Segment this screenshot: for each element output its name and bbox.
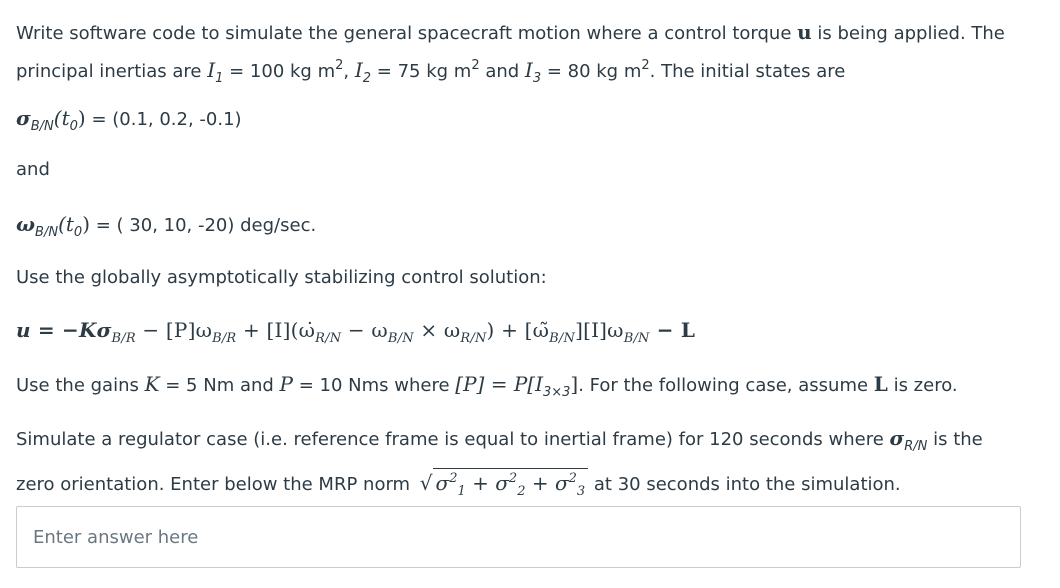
eq-part-8: − L <box>649 318 696 342</box>
s1-sub: 1 <box>457 484 466 499</box>
omega-sub: B/N <box>35 225 59 240</box>
P-sub: 3×3 <box>542 385 571 400</box>
eq-sub-4: B/N <box>387 331 414 346</box>
s2-sq: 2 <box>508 471 518 486</box>
eq-sub-5: R/N <box>460 331 487 346</box>
omega-t0-sub: 0 <box>73 225 83 240</box>
omega-initial <box>16 208 316 249</box>
sim-text-a: Simulate a regulator case (i.e. reference frame is equal to inertial frame) for 120 seconds where <box>16 429 890 450</box>
control-equation <box>16 314 695 355</box>
I1-sub: 1 <box>215 71 224 86</box>
gains-text-d: . For the following case, assume <box>578 375 874 396</box>
sigma-rn-sub: R/N <box>904 439 928 454</box>
omega-symbol: ω <box>16 212 36 236</box>
intro-text-c: . The initial states are <box>649 61 846 82</box>
P-symbol: P <box>279 372 294 396</box>
t0-close: ) <box>77 106 86 130</box>
eq-part-2: − [P]ω <box>135 318 213 342</box>
sigma-sub: B/N <box>30 119 54 134</box>
s1-sq: 2 <box>449 471 458 486</box>
intro-text-b: is being applied. The principal inertias are <box>16 23 1005 82</box>
eq-sub-7: B/N <box>623 331 650 346</box>
K-symbol: K <box>144 372 160 396</box>
eq-sub-2: B/R <box>212 331 237 346</box>
plus-2: + <box>525 471 555 495</box>
sigma-value: = (0.1, 0.2, -0.1) <box>85 109 242 130</box>
sq1: 2 <box>335 58 344 73</box>
P-close: ] <box>570 372 579 396</box>
sqrt-body <box>433 468 589 499</box>
s3-sym: σ <box>554 471 569 495</box>
sigma-rn-symbol: σ <box>889 426 905 450</box>
eq-part-5: × ω <box>413 318 461 342</box>
control-text: Use the globally asymptotically stabilizing control solution: <box>16 267 547 288</box>
eq-sub-3: R/N <box>315 331 342 346</box>
omega-t0-close: ) <box>82 212 91 236</box>
gains-text-a: Use the gains <box>16 375 145 396</box>
eq-part-6: ) + [ω̃ <box>486 318 550 342</box>
and-text: and <box>16 159 50 180</box>
t0-sub: 0 <box>69 119 78 134</box>
I1-symbol: I <box>207 58 216 82</box>
I1-value: = 100 kg m <box>223 61 336 82</box>
and-line <box>16 154 50 186</box>
and-word: and <box>479 61 525 82</box>
plus-1: + <box>465 471 496 495</box>
gains-text-c: = 10 Nms where <box>293 375 456 396</box>
eq-part-1: u = −Kσ <box>16 318 112 342</box>
sim-text-b: is the zero orientation. Enter below the MRP norm <box>16 429 983 495</box>
s1-sym: σ <box>435 471 450 495</box>
eq-sub-6: B/N <box>549 331 576 346</box>
eq-part-3: + [I](ω̇ <box>236 318 316 342</box>
I2-sub: 2 <box>362 71 372 86</box>
t0-open: (t <box>53 106 70 130</box>
I2-symbol: I <box>354 58 363 82</box>
sigma-initial <box>16 102 242 143</box>
gains-text-b: = 5 Nm and <box>159 375 280 396</box>
I3-sub: 3 <box>532 71 542 86</box>
gains-text-e: is zero. <box>887 375 958 396</box>
control-line <box>16 262 547 294</box>
I3-symbol: I <box>524 58 533 82</box>
s3-sub: 3 <box>576 484 586 499</box>
intro-text-a: Write software code to simulate the general spacecraft motion where a control torque <box>16 23 798 44</box>
sq2: 2 <box>471 58 480 73</box>
answer-input[interactable] <box>16 506 1021 568</box>
s2-sym: σ <box>495 471 509 495</box>
sqrt-sign: √ <box>419 471 433 495</box>
question-intro: Write software code to simulate the general spacecraft motion where a control torque u is being applied. The principal inertias are $I_1 = 100$ kg $m^2$, $I_2 = 75$ kg $m^2$ and $I_3 = 80$ kg $m^2$. The initial states are <box>16 20 1005 86</box>
I2-value: = 75 kg m <box>371 61 472 82</box>
sim-text-c: at 30 seconds into the simulation. <box>588 474 901 495</box>
eq-part-4: − ω <box>341 318 388 342</box>
sigma-symbol: σ <box>16 106 31 130</box>
eq-part-7: ][I]ω <box>575 318 624 342</box>
gains-line <box>16 368 958 409</box>
sq3: 2 <box>641 58 650 73</box>
I3-value: = 80 kg m <box>541 61 642 82</box>
P-matrix: [P] = P[I <box>455 372 543 396</box>
eq-sub-1: B/R <box>111 331 136 346</box>
s3-sq: 2 <box>568 471 577 486</box>
mrp-norm-sqrt <box>416 463 588 508</box>
s2-sub: 2 <box>517 484 526 499</box>
u-symbol: u <box>797 20 812 44</box>
omega-t0-open: (t <box>58 212 74 236</box>
simulate-line <box>16 422 1026 508</box>
omega-value: = ( 30, 10, -20) deg/sec. <box>90 215 317 236</box>
L-symbol: L <box>873 372 888 396</box>
